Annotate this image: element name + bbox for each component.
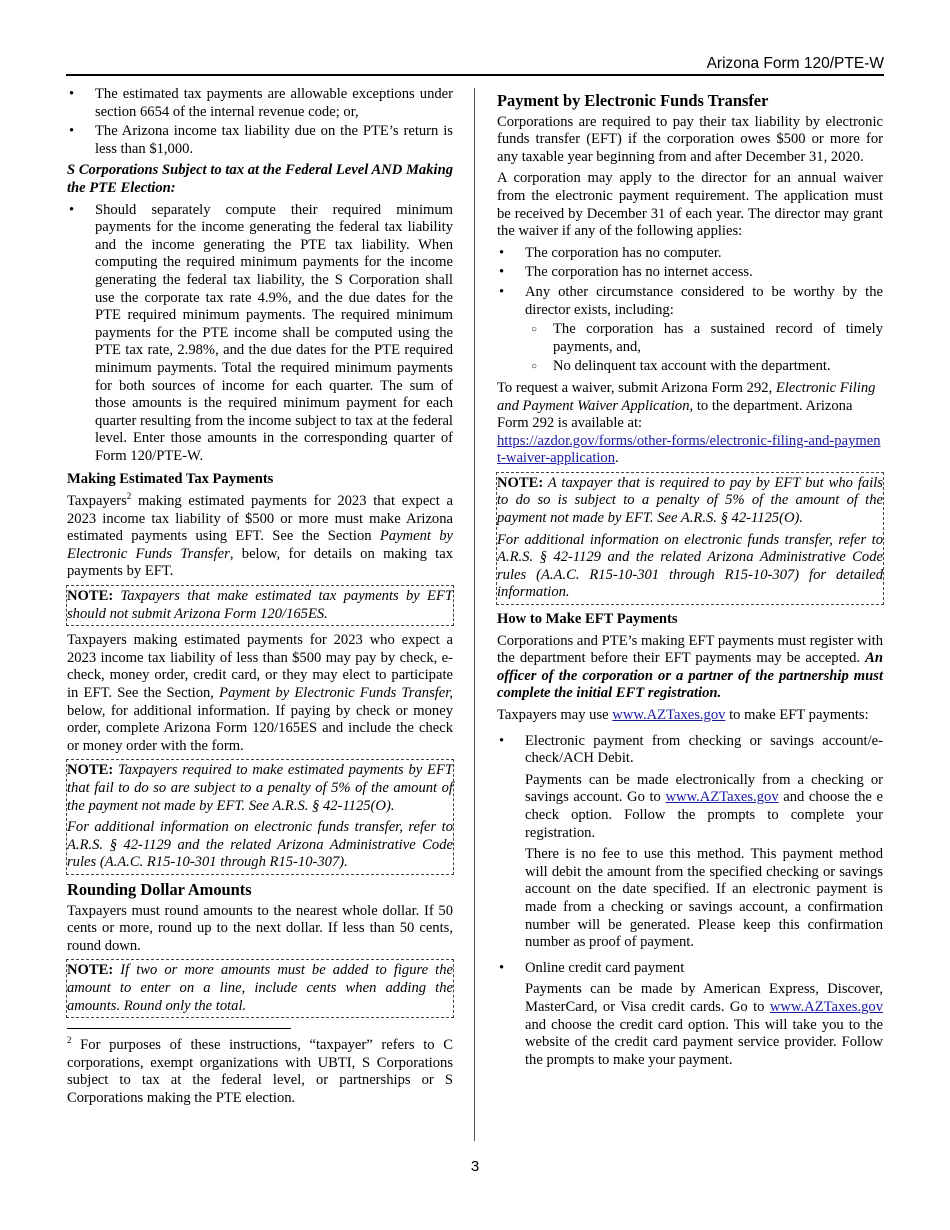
list-item: • The Arizona income tax liability due on the PTE’s return is less than $1,000. <box>67 123 453 158</box>
footnote: $^2$ For purposes of these instructions, “taxpayer” refers to C corporations, exempt organizations with UBTI, S Corporations subject to tax at the federal level, or partnerships or S Corporations making the PTE election. <box>67 1035 453 1106</box>
exception-list <box>67 86 453 158</box>
s-corp-list <box>67 202 453 466</box>
aztaxes-link[interactable]: www.AZTaxes.gov <box>665 789 779 806</box>
note-box-penalty: NOTE: Taxpayers required to make estimated payments by EFT that fail to do so are subject to a penalty of 5% of the amount of the payment not made by EFT. See A.R.S. § 42-1125(O). For additional information on electronic funds transfer, refer to A.R.S. § 42-1129 and the related Arizona Administrative Code rules (A.A.C. R15-10-301 through R15-10-307). <box>66 759 454 875</box>
list-item: • Online credit card payment <box>497 960 883 978</box>
rounding-heading: Rounding Dollar Amounts <box>67 879 252 899</box>
eft-heading: Payment by Electronic Funds Transfer <box>497 91 769 110</box>
list-item: • Any other circumstance considered to be worthy by the director exists, including: ○ The corporation has a sustained record of timely payments, and, ○ No delinquent tax account with the department. <box>497 284 883 376</box>
credit-card-details: Payments can be made by American Express, Discover, MasterCard, or Visa credit cards. Go to www.AZTaxes.gov and choose the credit card option. This will take you to the website of the credit card payment service provider. Follow the prompts to make your payment. <box>525 981 883 1068</box>
aztaxes-link[interactable]: www.AZTaxes.gov <box>769 998 883 1015</box>
rounding-paragraph: Taxpayers must round amounts to the nearest whole dollar. If 50 cents or more, round up to the next dollar. If less than 50 cents, round down. <box>67 902 453 954</box>
ach-details: Payments can be made electronically from a checking or savings account. Go to www.AZTaxes.gov and choose the e check option. Follow the prompts to complete your registration. There is no fee to use this method. This payment method will debit the amount from the specified checking or savings account on the date specified. If an electronic payment is made from a checking or savings account, a confirmation number will be generated. Please keep this confirmation number as proof of payment. <box>525 771 884 951</box>
list-item: • The corporation has no internet access. <box>497 264 883 282</box>
note-box-efts: NOTE: Taxpayers that make estimated tax payments by EFT should not submit Arizona Form 120/165ES. <box>66 585 454 626</box>
footnote-rule <box>67 1028 291 1029</box>
making-payments-paragraph-1: Taxpayers$^2$ making estimated payments for 2023 that expect a 2023 income tax liability of $500 or more must make Arizona estimated payments using EFT. See the Section Payment by Electronic Funds Transfer, below, for details on making tax payments by EFT. <box>67 491 454 580</box>
waiver-list <box>497 245 883 376</box>
column-divider <box>474 88 475 1141</box>
list-item: ○ The corporation has a sustained record of timely payments, and, <box>525 321 883 356</box>
list-item: • Electronic payment from checking or savings account/e-check/ACH Debit. <box>497 733 883 768</box>
note-box-eft-penalty: NOTE: A taxpayer that is required to pay by EFT but who fails to do so is subject to a penalty of 5% of the amount of the payment not made by EFT. See A.R.S. § 42-1125(O). For additional information on electronic funds transfer, refer to A.R.S. § 42-1129 and the related Arizona Administrative Code rules (A.A.C. R15-10-301 through R15-10-307) for detailed information. <box>496 472 884 605</box>
eft-paragraph-1: Corporations are required to pay their tax liability by electronic funds transfer (EFT) if the corporation owes $500 or more for any taxable year beginning from and after December 31, 2020. <box>497 113 883 165</box>
left-column <box>67 86 453 1111</box>
eft-paragraph-2: A corporation may apply to the director for an annual waiver from the electronic payment requirement. The application must be received by December 31 of each year. The director may grant the waiver if any of the following applies: <box>497 170 883 240</box>
how-to-paragraph-1: Corporations and PTE’s making EFT payments must register with the department before their EFT payments may be accepted. An officer of the corporation or a partner of the partnership must complete the initial EFT registration. <box>497 632 883 702</box>
list-item: • The corporation has no computer. <box>497 245 883 263</box>
waiver-sublist <box>525 321 883 376</box>
waiver-request-paragraph: To request a waiver, submit Arizona Form 292, Electronic Filing and Payment Waiver Application, to the department. Arizona Form 292 is available at: https://azdor.gov/forms/other-forms/electronic-filing-and-payment-waiver-application. <box>497 379 881 467</box>
header-rule <box>66 74 884 76</box>
form-title: Arizona Form 120/PTE-W <box>706 55 884 72</box>
waiver-application-link[interactable]: https://azdor.gov/forms/other-forms/electronic-filing-and-payment-waiver-application <box>497 432 881 467</box>
payment-method-list <box>497 733 883 768</box>
list-item: ○ No delinquent tax account with the department. <box>525 358 883 376</box>
making-payments-paragraph-2: Taxpayers making estimated payments for 2023 who expect a 2023 income tax liability of less than $500 may pay by check, e-check, money order, credit card, or they may elect to participate in EFT. See the Section, Payment by Electronic Funds Transfer, below, for additional information. If paying by check or money order, complete Arizona Form 120/165ES and include the check or money order with the form. <box>67 632 453 754</box>
note-box-rounding: NOTE: If two or more amounts must be added to figure the amount to enter on a line, include cents when adding the amounts. Round only the total. <box>66 959 454 1018</box>
page-number: 3 <box>470 1158 480 1175</box>
making-payments-heading: Making Estimated Tax Payments <box>67 471 274 488</box>
how-to-paragraph-2: Taxpayers may use www.AZTaxes.gov to make EFT payments: <box>497 707 869 723</box>
payment-method-list <box>497 960 883 978</box>
right-column <box>497 92 883 1073</box>
how-to-heading: How to Make EFT Payments <box>497 611 678 628</box>
list-item: • Should separately compute their required minimum payments for the income generating the federal tax liability and the income generating the PTE tax liability. When computing the required minimum payments for the income generating the federal tax liability, the S Corporation shall use the corporate tax rate 4.9%, and the due dates for the PTE required minimum payments. The required minimum payments for the PTE income shall be computed using the PTE tax rate, 2.98%, and the due dates for the PTE required minimum payments. Total the required minimum payments for both sources of income for each quarter. The sum of those amounts is the required minimum payment for each quarter resulting from the income subject to tax at the federal level. Enter those amounts in the corresponding quarter of Form 120/PTE-W. <box>67 202 453 466</box>
list-item: • The estimated tax payments are allowable exceptions under section 6654 of the internal revenue code; or, <box>67 86 453 121</box>
s-corp-heading: S Corporations Subject to tax at the Federal Level AND Making the PTE Election: <box>67 162 453 196</box>
aztaxes-link[interactable]: www.AZTaxes.gov <box>612 707 726 723</box>
